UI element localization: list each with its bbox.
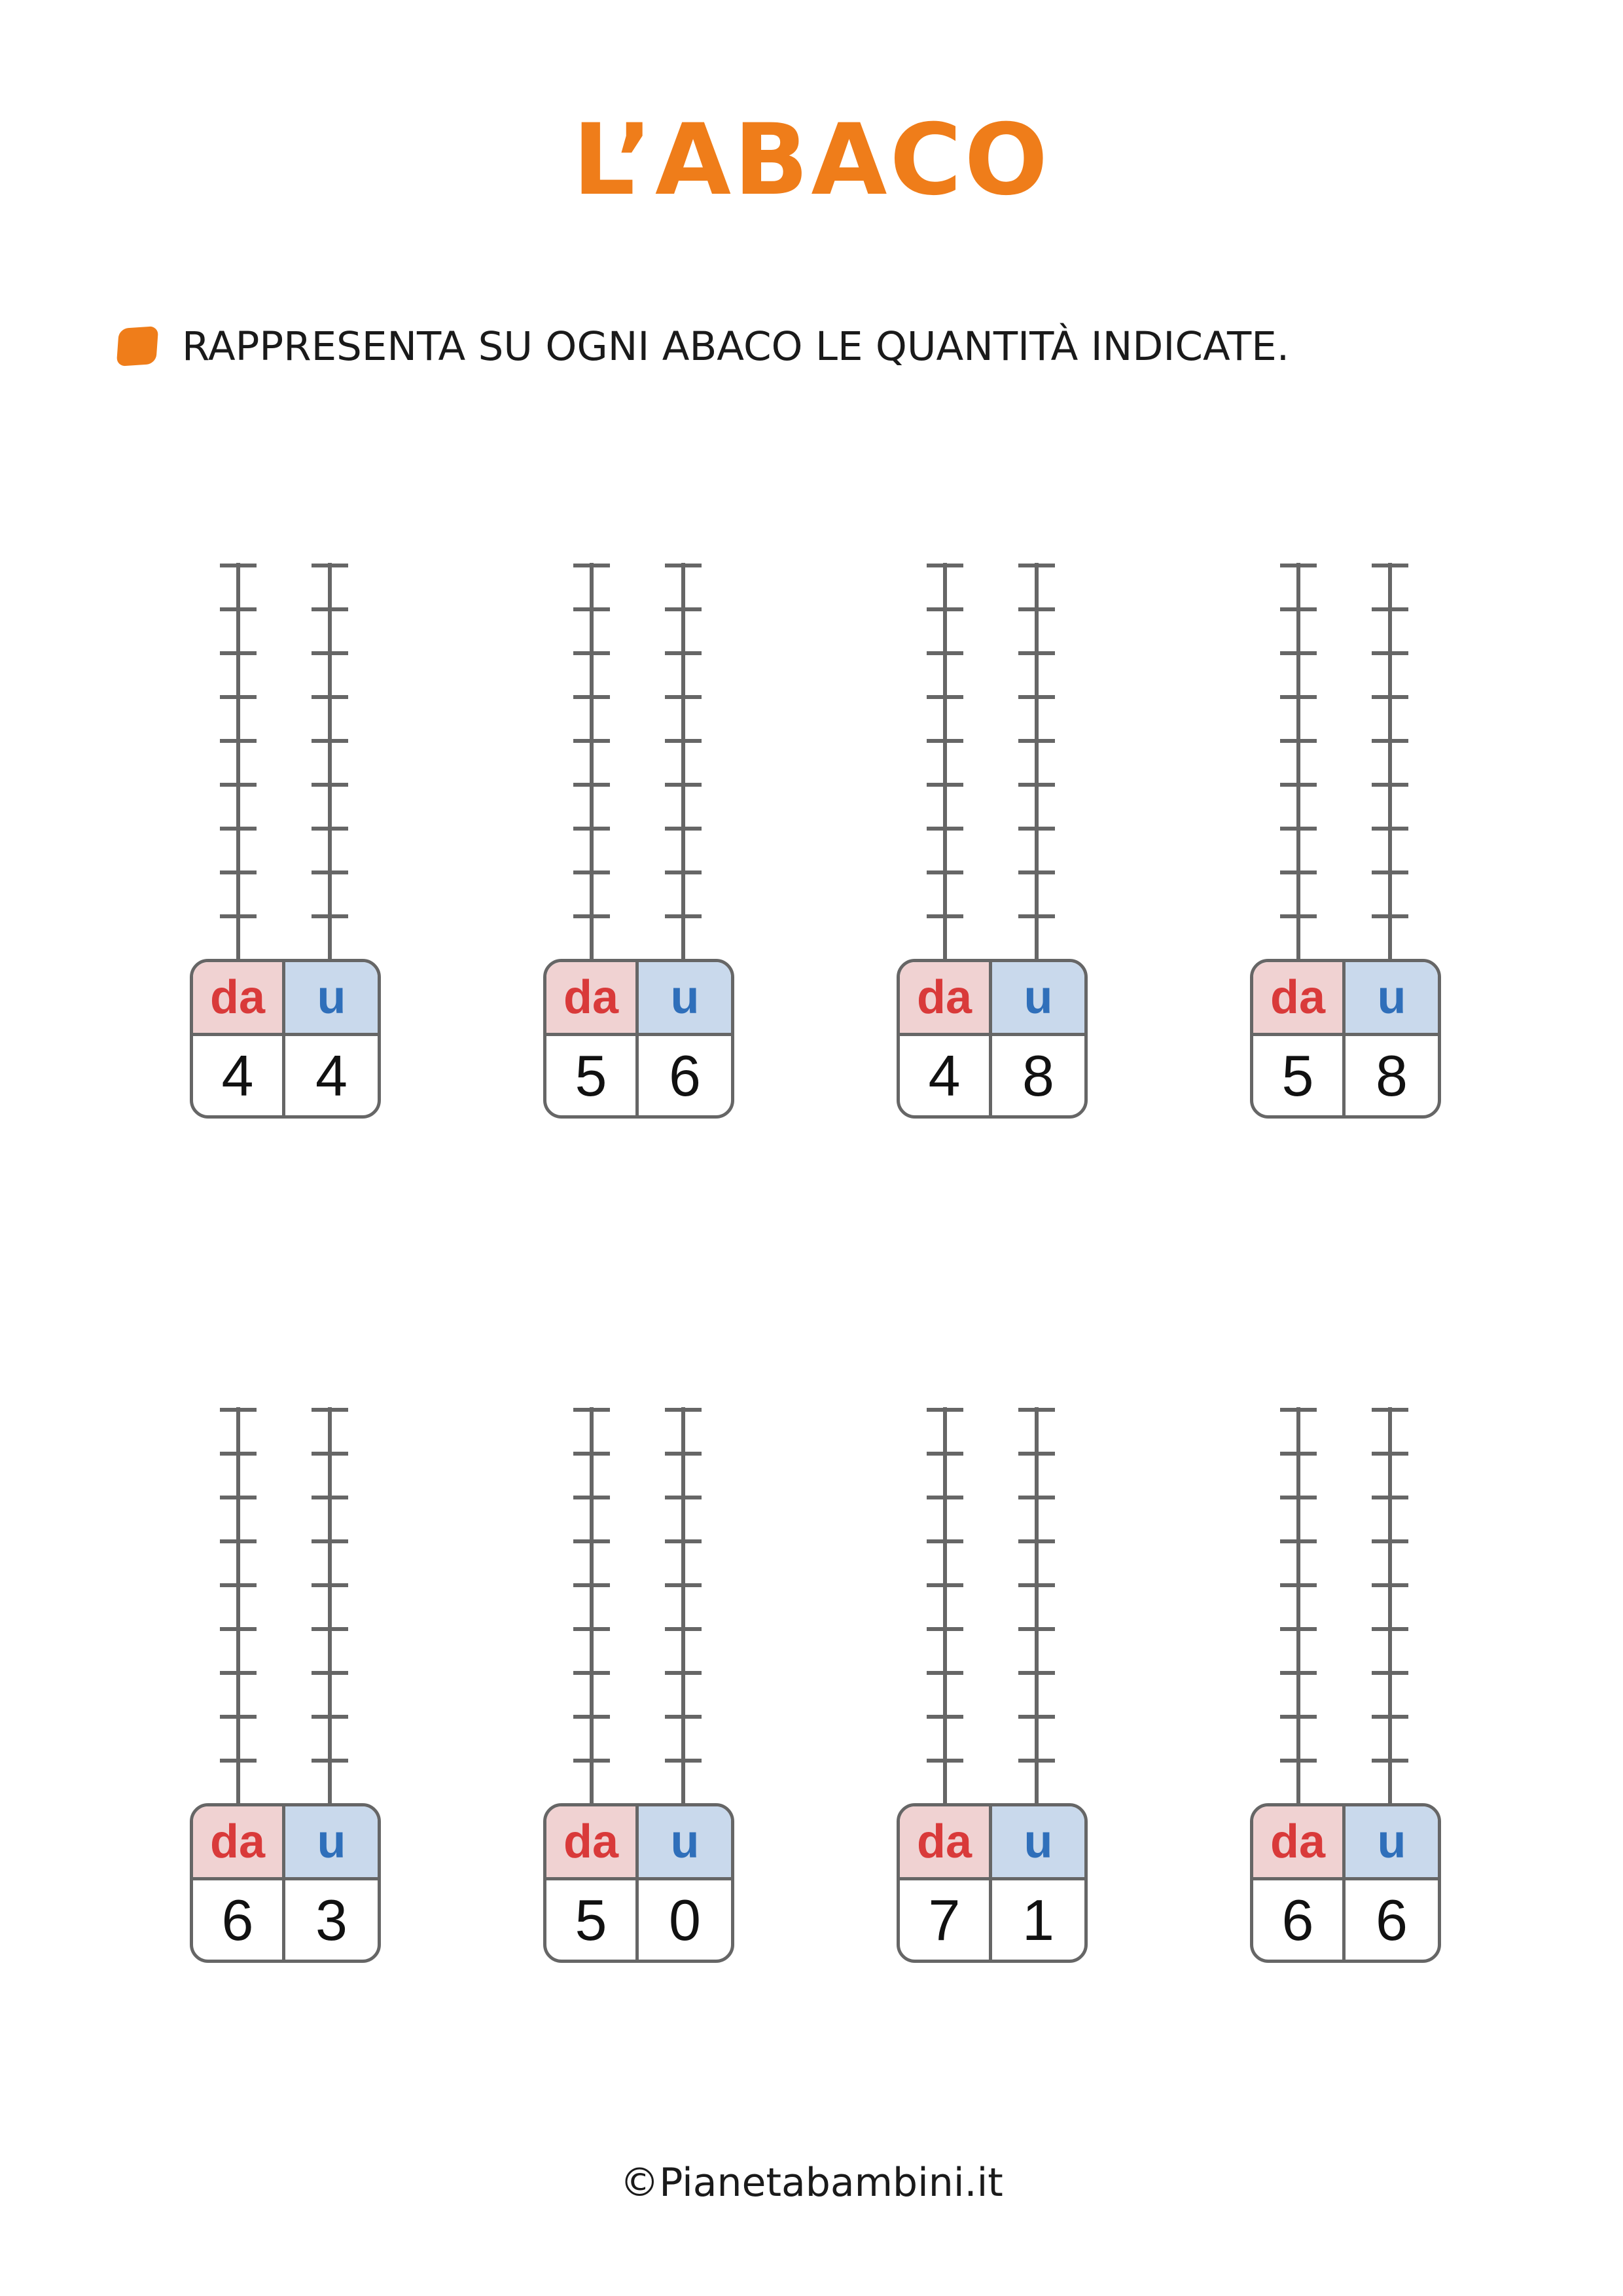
- place-value-card: [1250, 959, 1441, 1119]
- tens-header: da: [546, 1806, 639, 1880]
- instruction-text: RAPPRESENTA SU OGNI ABACO LE QUANTITÀ INDICATE.: [182, 323, 1290, 370]
- units-rod[interactable]: [665, 1407, 702, 1810]
- tens-header: da: [1253, 962, 1346, 1036]
- units-rod[interactable]: [1018, 1407, 1055, 1810]
- page-title: L’ABACO: [572, 103, 1051, 217]
- units-header: u: [285, 962, 378, 1036]
- place-value-card: [190, 1803, 381, 1963]
- tens-header: da: [193, 1806, 285, 1880]
- abacus-rods: [543, 563, 733, 965]
- units-header: u: [285, 1806, 378, 1880]
- footer-credit: ©Pianetabambini.it: [620, 2160, 1003, 2206]
- place-value-card: [543, 1803, 734, 1963]
- place-value-card: [1250, 1803, 1441, 1963]
- abacus: [897, 563, 1086, 1152]
- tens-rod[interactable]: [1280, 1407, 1317, 1810]
- tens-header: da: [900, 1806, 992, 1880]
- tens-value: 5: [546, 1880, 639, 1960]
- abacus-rods: [1250, 1407, 1440, 1810]
- abacus-rods: [1250, 563, 1440, 965]
- tens-header: da: [900, 962, 992, 1036]
- units-header: u: [1346, 1806, 1438, 1880]
- units-rod[interactable]: [665, 563, 702, 965]
- units-header: u: [992, 1806, 1084, 1880]
- tens-rod[interactable]: [573, 563, 610, 965]
- units-value: 6: [669, 1043, 701, 1108]
- abacus: [190, 563, 380, 1152]
- abacus-rods: [897, 1407, 1086, 1810]
- place-value-card: [897, 1803, 1088, 1963]
- units-value: 8: [1022, 1043, 1054, 1108]
- units-value: 4: [315, 1043, 348, 1108]
- abacus-rods: [190, 1407, 380, 1810]
- tens-rod[interactable]: [573, 1407, 610, 1810]
- tens-rod[interactable]: [927, 563, 963, 965]
- tens-rod[interactable]: [1280, 563, 1317, 965]
- place-value-card: [190, 959, 381, 1119]
- units-rod[interactable]: [1372, 563, 1408, 965]
- place-value-card: [543, 959, 734, 1119]
- tens-value: 4: [900, 1036, 992, 1115]
- units-rod[interactable]: [1372, 1407, 1408, 1810]
- tens-header: da: [193, 962, 285, 1036]
- tens-rod[interactable]: [927, 1407, 963, 1810]
- tens-value: 4: [193, 1036, 285, 1115]
- units-rod[interactable]: [312, 1407, 348, 1810]
- units-rod[interactable]: [312, 563, 348, 965]
- abacus: [1250, 1407, 1440, 1996]
- units-rod[interactable]: [1018, 563, 1055, 965]
- abacus-rods: [190, 563, 380, 965]
- abacus: [897, 1407, 1086, 1996]
- units-value: 8: [1376, 1043, 1408, 1108]
- units-header: u: [992, 962, 1084, 1036]
- tens-rod[interactable]: [220, 563, 257, 965]
- tens-value: 6: [1253, 1880, 1346, 1960]
- units-value: 6: [1376, 1887, 1408, 1952]
- units-value: 3: [315, 1887, 348, 1952]
- abacus-rods: [543, 1407, 733, 1810]
- tens-value: 7: [900, 1880, 992, 1960]
- abacus: [1250, 563, 1440, 1152]
- units-value: 1: [1022, 1887, 1054, 1952]
- units-header: u: [1346, 962, 1438, 1036]
- bullet-icon: [116, 326, 159, 367]
- tens-rod[interactable]: [220, 1407, 257, 1810]
- units-value: 0: [669, 1887, 701, 1952]
- tens-value: 5: [1253, 1036, 1346, 1115]
- abacus: [543, 1407, 733, 1996]
- place-value-card: [897, 959, 1088, 1119]
- units-header: u: [639, 962, 731, 1036]
- abacus: [190, 1407, 380, 1996]
- tens-value: 6: [193, 1880, 285, 1960]
- tens-header: da: [546, 962, 639, 1036]
- abacus-rods: [897, 563, 1086, 965]
- tens-header: da: [1253, 1806, 1346, 1880]
- tens-value: 5: [546, 1036, 639, 1115]
- units-header: u: [639, 1806, 731, 1880]
- abacus: [543, 563, 733, 1152]
